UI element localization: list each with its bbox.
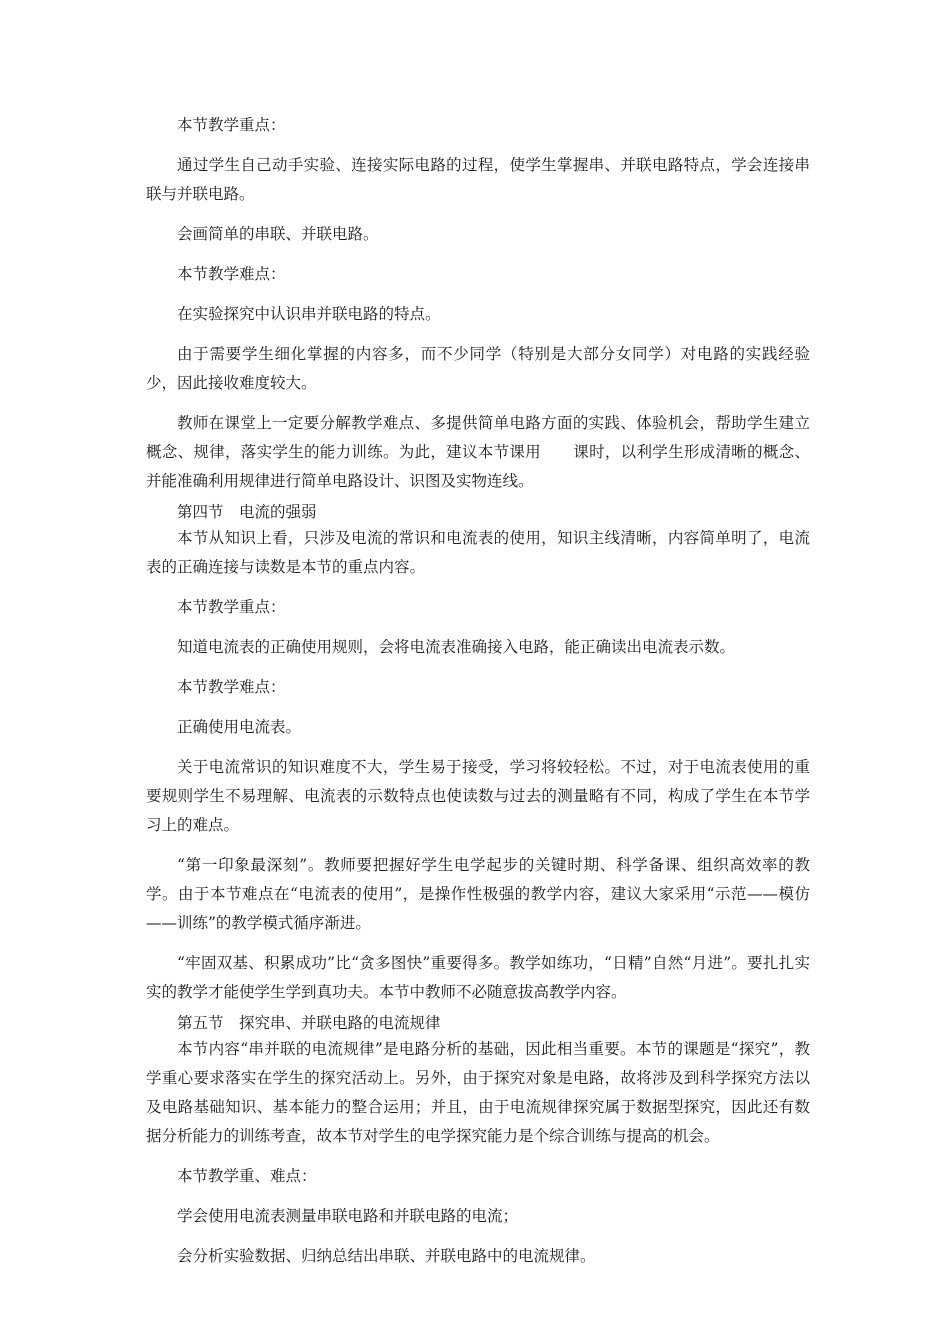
paragraph: 本节教学难点： <box>177 265 286 283</box>
paragraph: 本节教学重点： <box>177 116 286 134</box>
section-heading: 第五节 探究串、并联电路的电流规律 <box>177 1014 441 1032</box>
paragraph: 学会使用电流表测量串联电路和并联电路的电流； <box>177 1207 519 1225</box>
paragraph: 知道电流表的正确使用规则，会将电流表准确接入电路，能正确读出电流表示数。 <box>177 638 736 656</box>
paragraph: 在实验探究中认识串并联电路的特点。 <box>177 305 441 323</box>
paragraph: “牢固双基、积累成功”比“贪多图快”重要得多。教学如练功，“日精”自然“月进”。要扎扎实实的教学才能使学生学到真功夫。本节中教师不必随意拔高教学内容。 <box>146 954 810 1001</box>
paragraph: 会分析实验数据、归纳总结出串联、并联电路中的电流规律。 <box>177 1247 596 1265</box>
paragraph: 本节教学重、难点： <box>177 1167 317 1185</box>
paragraph: 本节内容“串并联的电流规律”是电路分析的基础，因此相当重要。本节的课题是“探究”，教学重心要求落实在学生的探究活动上。另外，由于探究对象是电路，故将涉及到科学探究方法以及电路基础知识、基本能力的整合运用；并且，由于电流规律探究属于数据型探究，因此还有数据分析能力的训练考查，故本节对学生的电学探究能力是个综合训练与提高的机会。 <box>146 1040 810 1145</box>
document-body <box>146 111 810 1282</box>
paragraph <box>146 409 810 496</box>
paragraph: 本节教学重点： <box>177 598 286 616</box>
paragraph: 会画简单的串联、并联电路。 <box>177 225 379 243</box>
paragraph-part: 课时，以利学生形成清晰的概念、并能准确利用规律进行简单电路设计、识图及实物连线。 <box>146 443 810 490</box>
paragraph: “第一印象最深刻”。教师要把握好学生电学起步的关键时期、科学备课、组织高效率的教学。由于本节难点在“电流表的使用”，是操作性极强的教学内容，建议大家采用“示范——模仿——训练”的教学模式循序渐进。 <box>146 856 810 932</box>
section-heading: 第四节 电流的强弱 <box>177 503 317 521</box>
paragraph: 通过学生自己动手实验、连接实际电路的过程，使学生掌握串、并联电路特点，学会连接串联与并联电路。 <box>146 156 810 203</box>
paragraph-part: 教师在课堂上一定要分解教学难点、多提供简单电路方面的实践、体验机会，帮助学生建立概念、规律，落实学生的能力训练。为此，建议本节课用 <box>146 414 810 461</box>
paragraph: 本节教学难点： <box>177 678 286 696</box>
paragraph: 正确使用电流表。 <box>177 718 302 736</box>
paragraph: 由于需要学生细化掌握的内容多，而不少同学（特别是大部分女同学）对电路的实践经验少，因此接收难度较大。 <box>146 345 810 392</box>
paragraph: 关于电流常识的知识难度不大，学生易于接受，学习将较轻松。不过，对于电流表使用的重要规则学生不易理解、电流表的示数特点也使读数与过去的测量略有不同，构成了学生在本节学习上的难点。 <box>146 758 810 834</box>
paragraph: 本节从知识上看，只涉及电流的常识和电流表的使用，知识主线清晰，内容简单明了，电流表的正确连接与读数是本节的重点内容。 <box>146 529 810 576</box>
